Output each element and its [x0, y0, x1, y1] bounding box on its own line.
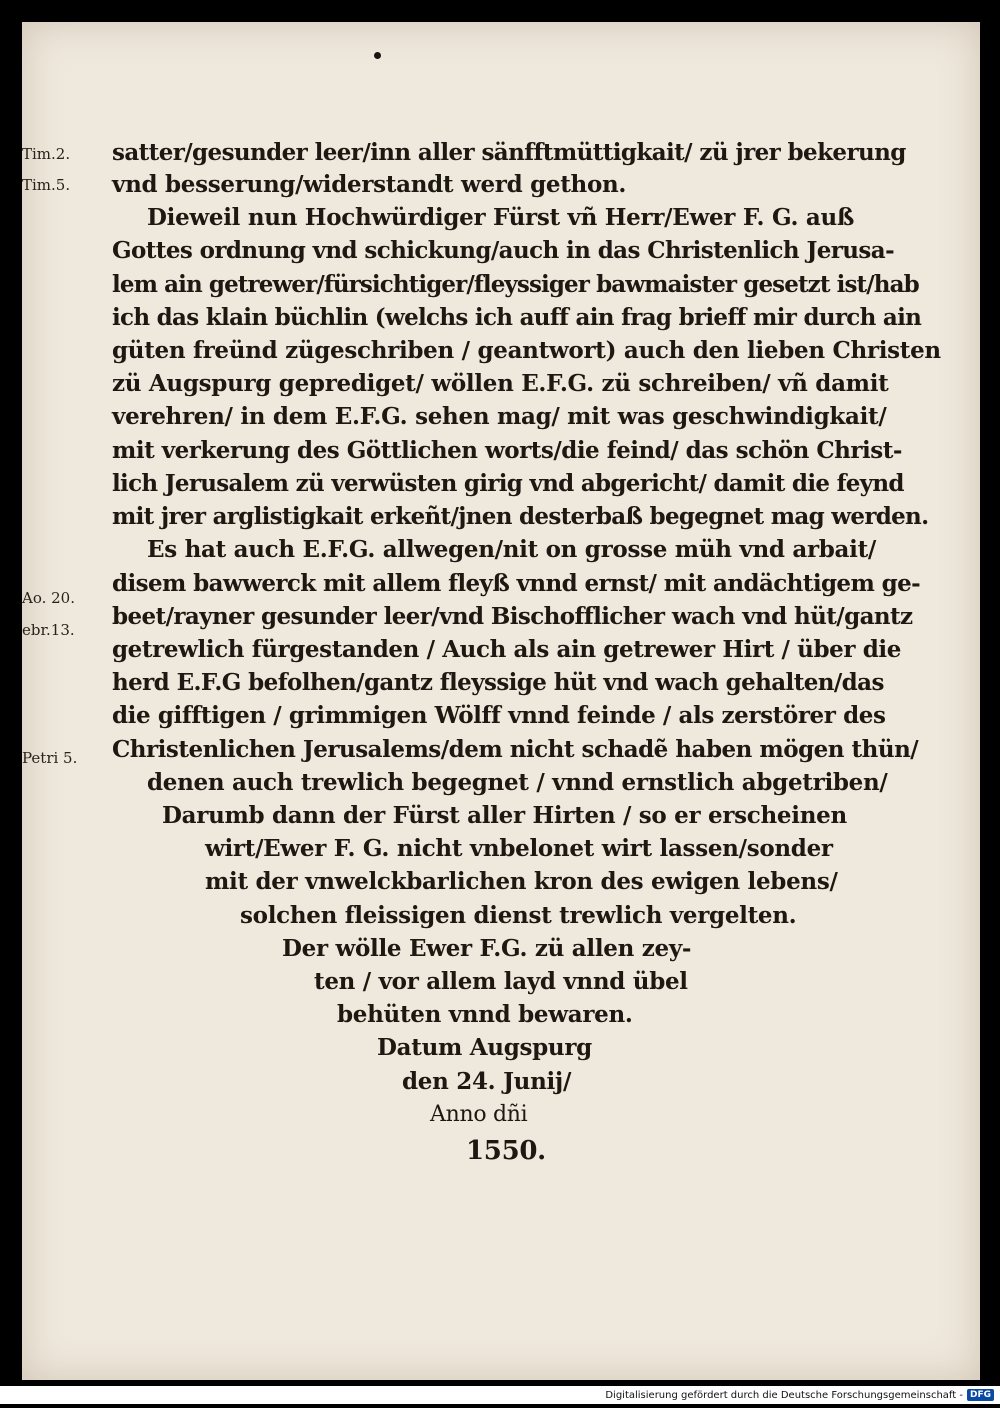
margin-note: Tim.5.	[22, 176, 71, 194]
text-line: herd E.F.G befolhen/gantz fleyssige hüt vnd wach gehalten/das	[112, 669, 884, 696]
dfg-logo-icon: DFG	[967, 1389, 994, 1401]
text-line: satter/gesunder leer/inn aller sänfftmüttigkait/ zü jrer bekerung	[112, 139, 906, 166]
text-line: vnd besserung/widerstandt werd gethon.	[112, 171, 627, 198]
text-line: Dieweil nun Hochwürdiger Fürst vñ Herr/Ewer F. G. auß	[147, 204, 855, 231]
text-line: mit verkerung des Göttlichen worts/die feind/ das schön Christ-	[112, 437, 902, 464]
text-line: lich Jerusalem zü verwüsten girig vnd abgericht/ damit die feynd	[112, 470, 904, 497]
text-line: ten / vor allem layd vnnd übel	[314, 968, 688, 995]
text-line: Datum Augspurg	[377, 1034, 592, 1061]
text-line: wirt/Ewer F. G. nicht vnbelonet wirt lassen/sonder	[205, 835, 833, 862]
margin-note: Tim.2.	[22, 145, 71, 163]
text-line: Christenlichen Jerusalems/dem nicht schadẽ haben mögen thün/	[112, 736, 919, 763]
text-line: disem bawwerck mit allem fleyß vnnd ernst/ mit andächtigem ge-	[112, 570, 921, 597]
text-line: beet/rayner gesunder leer/vnd Bischofflicher wach vnd hüt/gantz	[112, 603, 913, 630]
margin-note: Ao. 20.	[22, 589, 75, 607]
text-line: zü Augspurg geprediget/ wöllen E.F.G. zü schreiben/ vñ damit	[112, 370, 889, 397]
text-line: mit jrer arglistigkait erkeñt/jnen desterbaß begegnet mag werden.	[112, 503, 929, 530]
text-line: solchen fleissigen dienst trewlich vergelten.	[240, 902, 797, 929]
text-line: den 24. Junij/	[402, 1068, 572, 1095]
text-line: Der wölle Ewer F.G. zü allen zey-	[282, 935, 692, 962]
text-line: behüten vnnd bewaren.	[337, 1001, 633, 1028]
text-line: denen auch trewlich begegnet / vnnd ernstlich abgetriben/	[147, 769, 888, 796]
text-line: mit der vnwelckbarlichen kron des ewigen lebens/	[205, 868, 838, 895]
text-line: 1550.	[466, 1136, 546, 1166]
text-line: lem ain getrewer/fürsichtiger/fleyssiger bawmaister gesetzt ist/hab	[112, 271, 919, 298]
text-line: Anno dñi	[430, 1102, 528, 1127]
text-line: Darumb dann der Fürst aller Hirten / so er erscheinen	[162, 802, 847, 829]
text-line: die gifftigen / grimmigen Wölff vnnd feinde / als zerstörer des	[112, 702, 886, 729]
footer-credit	[0, 1386, 1000, 1404]
text-line: güten freünd zügeschriben / geantwort) auch den lieben Christen	[112, 337, 941, 364]
body-text	[22, 22, 980, 1380]
text-line: ich das klain büchlin (welchs ich auff ain frag brieff mir durch ain	[112, 304, 922, 331]
text-line: getrewlich fürgestanden / Auch als ain getrewer Hirt / über die	[112, 636, 901, 663]
text-line: Es hat auch E.F.G. allwegen/nit on grosse müh vnd arbait/	[147, 536, 877, 563]
text-line: Gottes ordnung vnd schickung/auch in das Christenlich Jerusa-	[112, 237, 895, 264]
footer-text: Digitalisierung gefördert durch die Deutsche Forschungsgemeinschaft -	[605, 1389, 963, 1401]
margin-note: ebr.13.	[22, 621, 75, 639]
margin-note: Petri 5.	[22, 749, 78, 767]
text-line: verehren/ in dem E.F.G. sehen mag/ mit was geschwindigkait/	[112, 403, 887, 430]
document-page	[22, 22, 980, 1380]
